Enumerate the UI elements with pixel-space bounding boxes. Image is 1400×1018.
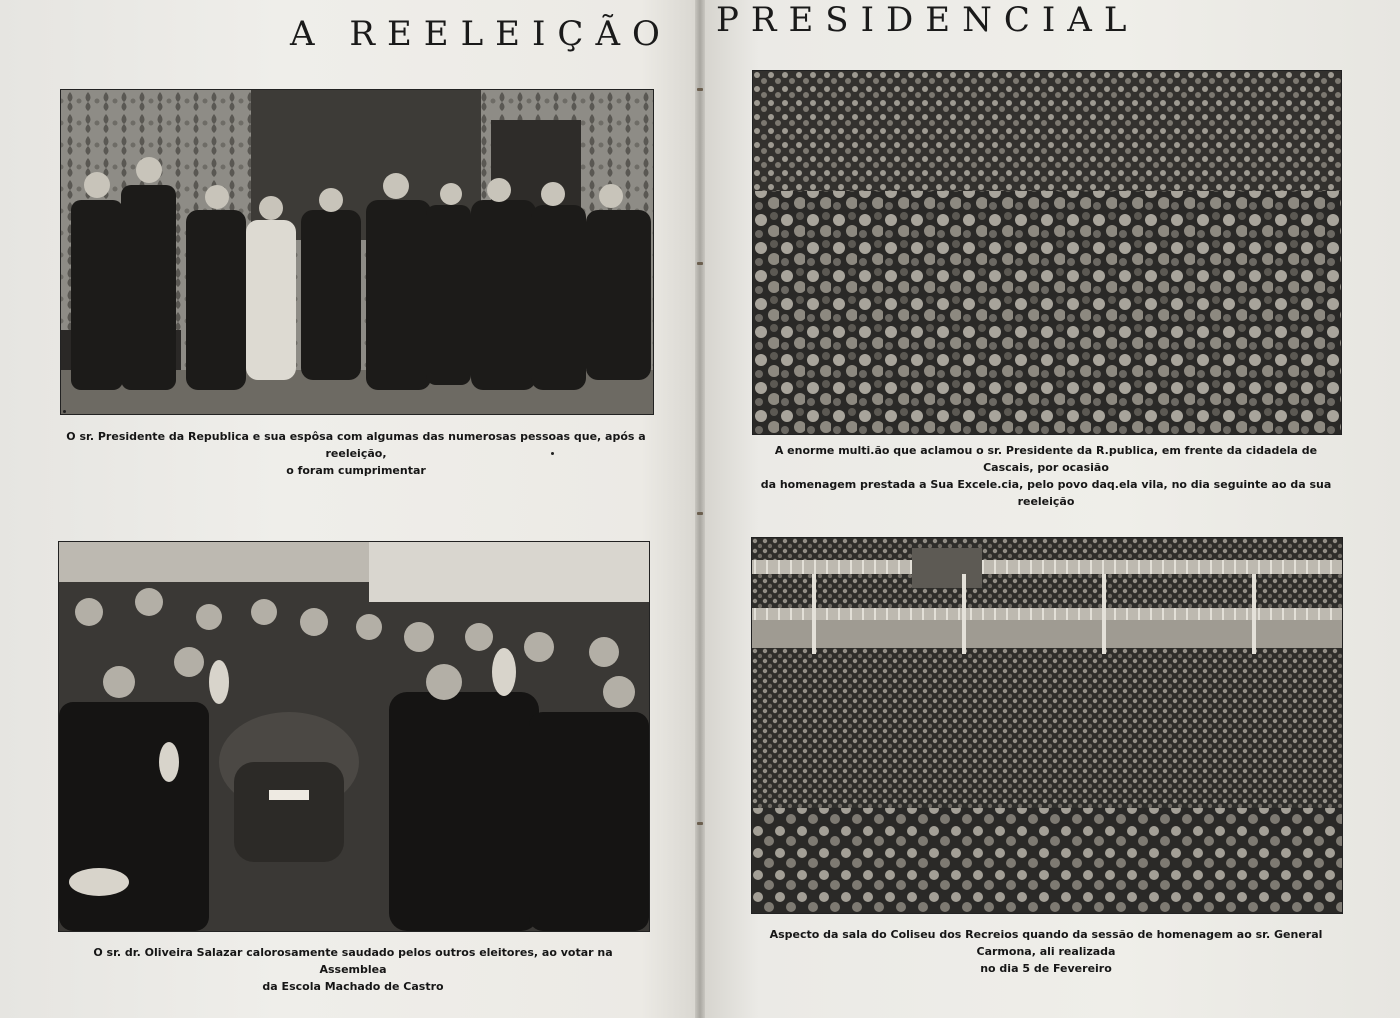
book-gutter [695,0,705,1018]
photo-coliseu-session [751,537,1343,914]
binding-stitch [697,822,703,825]
heading-left: A REELEIÇÃO [290,14,672,54]
binding-stitch [697,88,703,91]
photo-salazar-voting [58,541,650,932]
print-speck [551,452,554,455]
caption-salazar-voting: O sr. dr. Oliveira Salazar calorosamente saudado pelos outros eleitores, ao votar na Assemblea da Escola Machado de Castro [93,946,613,993]
photo-cascais-crowd [752,70,1342,435]
print-speck [63,410,66,413]
caption-coliseu-session: Aspecto da sala do Coliseu dos Recreios quando da sessão de homenagem ao sr. General Carmona, ali realizada no dia 5 de Fevereiro [769,928,1323,975]
photo-president-reception [60,89,654,415]
caption-president-reception: O sr. Presidente da Republica e sua espôsa com algumas das numerosas pessoas que, após a reeleição, o foram cumprimentar [66,430,646,477]
binding-stitch [697,512,703,515]
heading-right: PRESIDENCIAL [716,0,1139,40]
caption-cascais-crowd: A enorme multi.ão que aclamou o sr. Presidente da R.publica, em frente da cidadela de Cascais, por ocasião da homenagem prestada a Sua Excele.cia, pelo povo daq.ela vila, no dia seguinte ao da sua reeleição [760,444,1332,508]
binding-stitch [697,262,703,265]
